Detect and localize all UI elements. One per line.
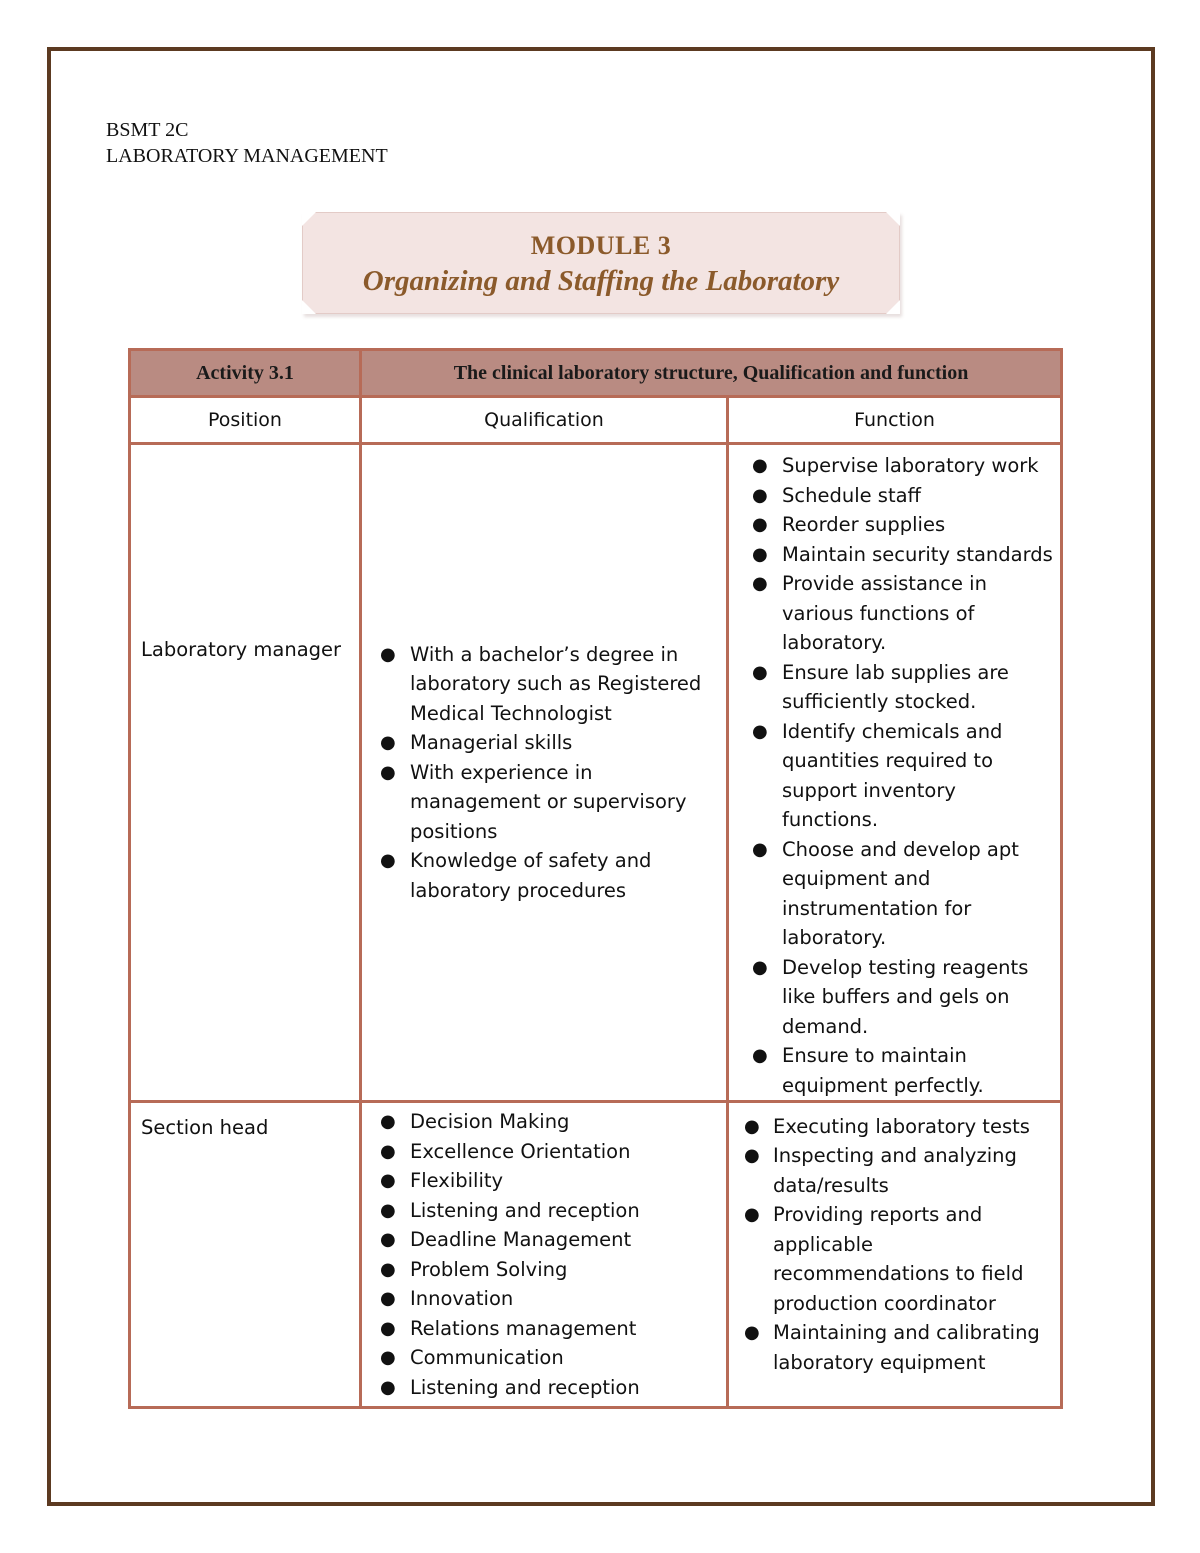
bullet-icon: ● xyxy=(744,1115,760,1137)
list-item xyxy=(744,1200,1054,1318)
bullet-icon: ● xyxy=(752,514,768,535)
module-number: MODULE 3 xyxy=(530,231,672,260)
bullet-icon: ● xyxy=(380,1376,396,1398)
bullet-icon: ● xyxy=(752,484,768,506)
bullet-icon: ● xyxy=(380,1347,396,1368)
list-item xyxy=(380,1343,720,1373)
list-item xyxy=(752,540,1054,570)
list-item xyxy=(752,658,1054,717)
bullet-icon: ● xyxy=(380,1170,396,1191)
list-item xyxy=(380,728,720,758)
list-item-text: Develop testing reagents like buffers and gels on demand. xyxy=(782,955,1029,1038)
list-item-text: Listening and reception xyxy=(410,1375,640,1399)
list-item xyxy=(744,1141,1054,1200)
list-item-text: Maintain security standards xyxy=(782,542,1053,566)
qualification-list xyxy=(380,640,720,906)
list-item-text: Ensure lab supplies are sufficiently stocked. xyxy=(782,660,1009,713)
qualification-list xyxy=(380,1107,720,1402)
bullet-icon: ● xyxy=(380,1317,396,1339)
activity-label: Activity 3.1 xyxy=(130,350,361,397)
bullet-icon: ● xyxy=(380,732,396,754)
list-item-text: Inspecting and analyzing data/results xyxy=(773,1144,1017,1197)
bullet-icon: ● xyxy=(380,1140,396,1162)
function-list xyxy=(744,1112,1054,1378)
list-item xyxy=(752,569,1054,658)
list-item xyxy=(380,1255,720,1285)
course-code: BSMT 2C xyxy=(106,119,189,141)
list-item-text: Provide assistance in various functions of laboratory. xyxy=(782,572,987,654)
function-list xyxy=(752,445,1054,1100)
bullet-icon: ● xyxy=(380,1229,396,1250)
list-item-text: Decision Making xyxy=(410,1110,570,1133)
activity-title: The clinical laboratory structure, Qualification and function xyxy=(361,350,1062,397)
module-title: Organizing and Staffing the Laboratory xyxy=(362,265,840,297)
list-item-text: Executing laboratory tests xyxy=(773,1114,1030,1138)
list-item-text: Schedule staff xyxy=(782,483,921,507)
list-item-text: With a bachelor’s degree in laboratory such as Registered Medical Technologist xyxy=(410,642,702,725)
bullet-icon: ● xyxy=(752,661,768,683)
banner-corner xyxy=(886,300,900,314)
list-item-text: Supervise laboratory work xyxy=(782,454,1039,477)
list-item xyxy=(752,953,1054,1042)
bullet-icon: ● xyxy=(752,573,768,594)
list-item-text: Communication xyxy=(410,1346,564,1369)
list-item-text: Listening and reception xyxy=(410,1198,640,1222)
list-item-text: Providing reports and applicable recommendations to field production coordinator xyxy=(773,1203,1024,1315)
list-item xyxy=(752,481,1054,511)
subject-name: LABORATORY MANAGEMENT xyxy=(106,145,388,167)
list-item-text: Knowledge of safety and laboratory procedures xyxy=(410,849,652,902)
bullet-icon: ● xyxy=(380,850,396,872)
function-cell xyxy=(728,444,1062,1102)
bullet-icon: ● xyxy=(752,543,768,565)
list-item xyxy=(380,1284,720,1314)
position-label: Section head xyxy=(141,1115,269,1139)
list-item-text: Reorder supplies xyxy=(782,513,946,536)
bullet-icon: ● xyxy=(744,1204,760,1226)
column-header-function: Function xyxy=(728,397,1062,444)
list-item-text: Flexibility xyxy=(410,1169,504,1192)
column-header-qualification: Qualification xyxy=(361,397,728,444)
list-item xyxy=(752,451,1054,481)
list-item xyxy=(380,1196,720,1226)
banner-corner xyxy=(302,300,316,314)
function-cell xyxy=(728,1102,1062,1408)
banner-corner xyxy=(302,212,316,226)
bullet-icon: ● xyxy=(380,1199,396,1221)
list-item-text: Maintaining and calibrating laboratory equipment xyxy=(773,1321,1040,1374)
list-item xyxy=(380,758,720,847)
position-label: Laboratory manager xyxy=(141,637,342,661)
list-item-text: Identify chemicals and quantities required to support inventory functions. xyxy=(782,719,1003,831)
column-header-position: Position xyxy=(130,397,361,444)
list-item xyxy=(752,510,1054,540)
list-item xyxy=(380,1373,720,1403)
bullet-icon: ● xyxy=(380,761,396,783)
list-item xyxy=(380,1225,720,1255)
bullet-icon: ● xyxy=(752,455,768,476)
list-item-text: Ensure to maintain equipment perfectly. xyxy=(782,1044,984,1097)
list-item-text: Deadline Management xyxy=(410,1228,632,1251)
bullet-icon: ● xyxy=(380,643,396,665)
list-item xyxy=(752,717,1054,835)
bullet-icon: ● xyxy=(380,1258,396,1280)
column-header-row xyxy=(130,397,1062,444)
list-item-text: Problem Solving xyxy=(410,1257,568,1281)
list-item-text: Choose and develop apt equipment and instrumentation for laboratory. xyxy=(782,837,1019,949)
list-item xyxy=(380,1314,720,1344)
list-item xyxy=(380,640,720,729)
position-cell xyxy=(130,444,361,1102)
bullet-icon: ● xyxy=(380,1111,396,1132)
list-item-text: Innovation xyxy=(410,1287,514,1310)
list-item xyxy=(380,1166,720,1196)
bullet-icon: ● xyxy=(744,1322,760,1344)
module-banner xyxy=(302,212,900,314)
list-item-text: Managerial skills xyxy=(410,731,573,755)
list-item xyxy=(744,1112,1054,1142)
list-item xyxy=(380,846,720,905)
banner-corner xyxy=(886,212,900,226)
bullet-icon: ● xyxy=(752,1045,768,1066)
bullet-icon: ● xyxy=(752,720,768,742)
list-item xyxy=(752,835,1054,953)
position-cell xyxy=(130,1102,361,1408)
bullet-icon: ● xyxy=(744,1145,760,1167)
table-row xyxy=(130,1102,1062,1408)
list-item xyxy=(380,1137,720,1167)
list-item xyxy=(744,1318,1054,1377)
list-item xyxy=(380,1107,720,1137)
qualification-cell xyxy=(361,444,728,1102)
list-item-text: Excellence Orientation xyxy=(410,1139,631,1163)
bullet-icon: ● xyxy=(380,1288,396,1309)
bullet-icon: ● xyxy=(752,956,768,978)
table-row xyxy=(130,444,1062,1102)
activity-table xyxy=(128,348,1063,1409)
list-item-text: With experience in management or supervisory positions xyxy=(410,760,687,843)
qualification-cell xyxy=(361,1102,728,1408)
bullet-icon: ● xyxy=(752,838,768,860)
list-item-text: Relations management xyxy=(410,1316,637,1340)
document-header xyxy=(106,117,388,169)
activity-header-row xyxy=(130,350,1062,397)
list-item xyxy=(752,1041,1054,1100)
